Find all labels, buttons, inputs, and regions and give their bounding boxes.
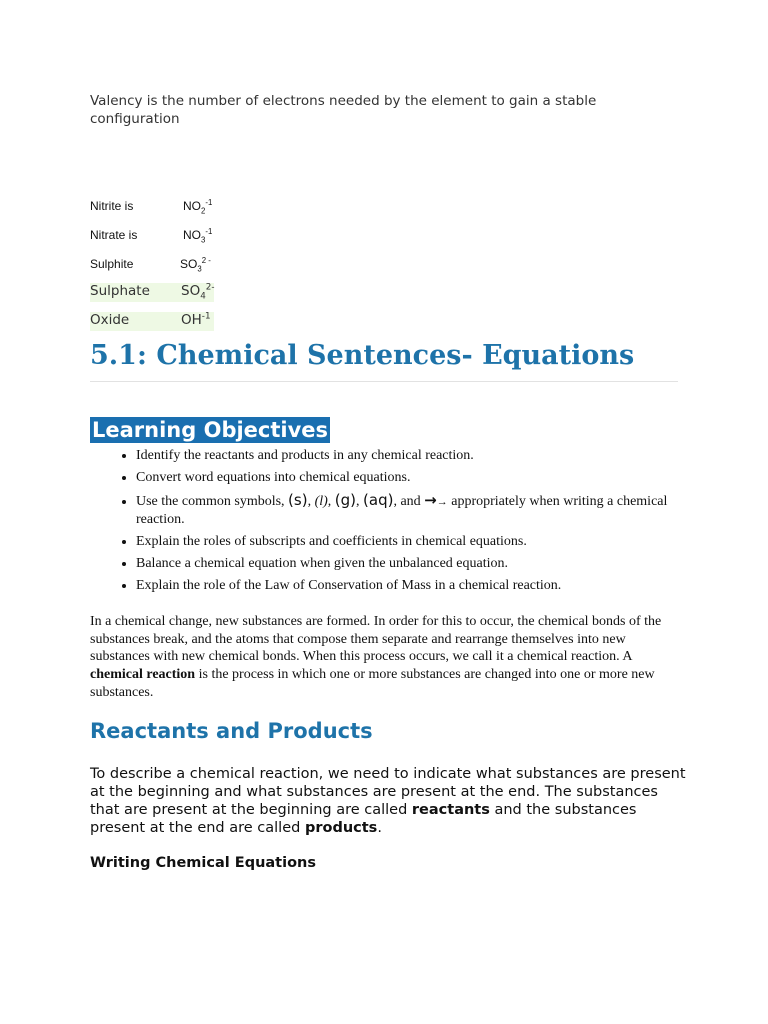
symbol-gas: (g) [334, 491, 357, 509]
list-item: • Explain the role of the Law of Conservation of Mass in a chemical reaction. [136, 577, 711, 595]
list-item: • Convert word equations into chemical equations. [136, 469, 711, 487]
title-divider [90, 381, 678, 382]
symbol-liquid: (l) [314, 494, 328, 509]
ion-name: Oxide [90, 312, 130, 328]
list-item: • Identify the reactants and products in any chemical reaction. [136, 447, 711, 465]
chemical-change-paragraph: In a chemical change, new substances are formed. In order for this to occur, the chemical bonds of the substances break, and the atoms that compose them separate and rearrange themselves into new substances with new chemical bonds. When this process occurs, we call it a chemical reaction. A chemical reaction is the process in which one or more substances are changed into one or more new substances. [90, 614, 662, 700]
ion-formula: $SO_3^{2 -}$ [180, 256, 211, 274]
arrow-icon: → [424, 491, 437, 509]
ion-name: Nitrate is [90, 228, 138, 242]
valency-definition: Valency is the number of electrons needed by the element to gain a stable configuration [90, 93, 597, 127]
ion-formula: $NO_2^{-1}$ [183, 198, 213, 216]
symbol-solid: (s) [288, 491, 308, 509]
products-term: products [304, 820, 378, 836]
ion-row-sulphate [90, 283, 214, 302]
ion-name: Sulphite [90, 257, 134, 271]
ion-row-oxide [90, 312, 214, 331]
ion-formula: $NO_3^{-1}$ [183, 227, 213, 245]
list-item: • Balance a chemical equation when given the unbalanced equation. [136, 555, 711, 573]
reactants-paragraph: To describe a chemical reaction, we need to indicate what substances are present at the beginning and what substances are present at the end. The substances that are present at the beginning are called reactants and the substances present at the end are called products. [90, 766, 686, 836]
arrow-icon: → [436, 496, 448, 508]
chemical-reaction-term: chemical reaction [90, 667, 196, 683]
list-item: • Use the common symbols, (s), (l), (g), (aq), and →→ appropriately when writing a chemical reaction. [136, 491, 711, 529]
learning-objectives-heading: Learning Objectives [92, 418, 329, 442]
ion-formula: $SO_4^{2-}$ [181, 282, 215, 302]
symbol-aqueous: (aq) [363, 491, 394, 509]
writing-equations-heading: Writing Chemical Equations [90, 855, 316, 871]
section-title: 5.1: Chemical Sentences- Equations [90, 340, 635, 371]
ion-name: Sulphate [90, 283, 150, 299]
ion-name: Nitrite is [90, 199, 134, 213]
ion-formula: $OH^{-1}$ [181, 311, 211, 328]
reactants-products-heading: Reactants and Products [90, 719, 373, 743]
reactants-term: reactants [411, 802, 490, 818]
list-item: • Explain the roles of subscripts and coefficients in chemical equations. [136, 533, 711, 551]
objectives-list [112, 447, 711, 599]
